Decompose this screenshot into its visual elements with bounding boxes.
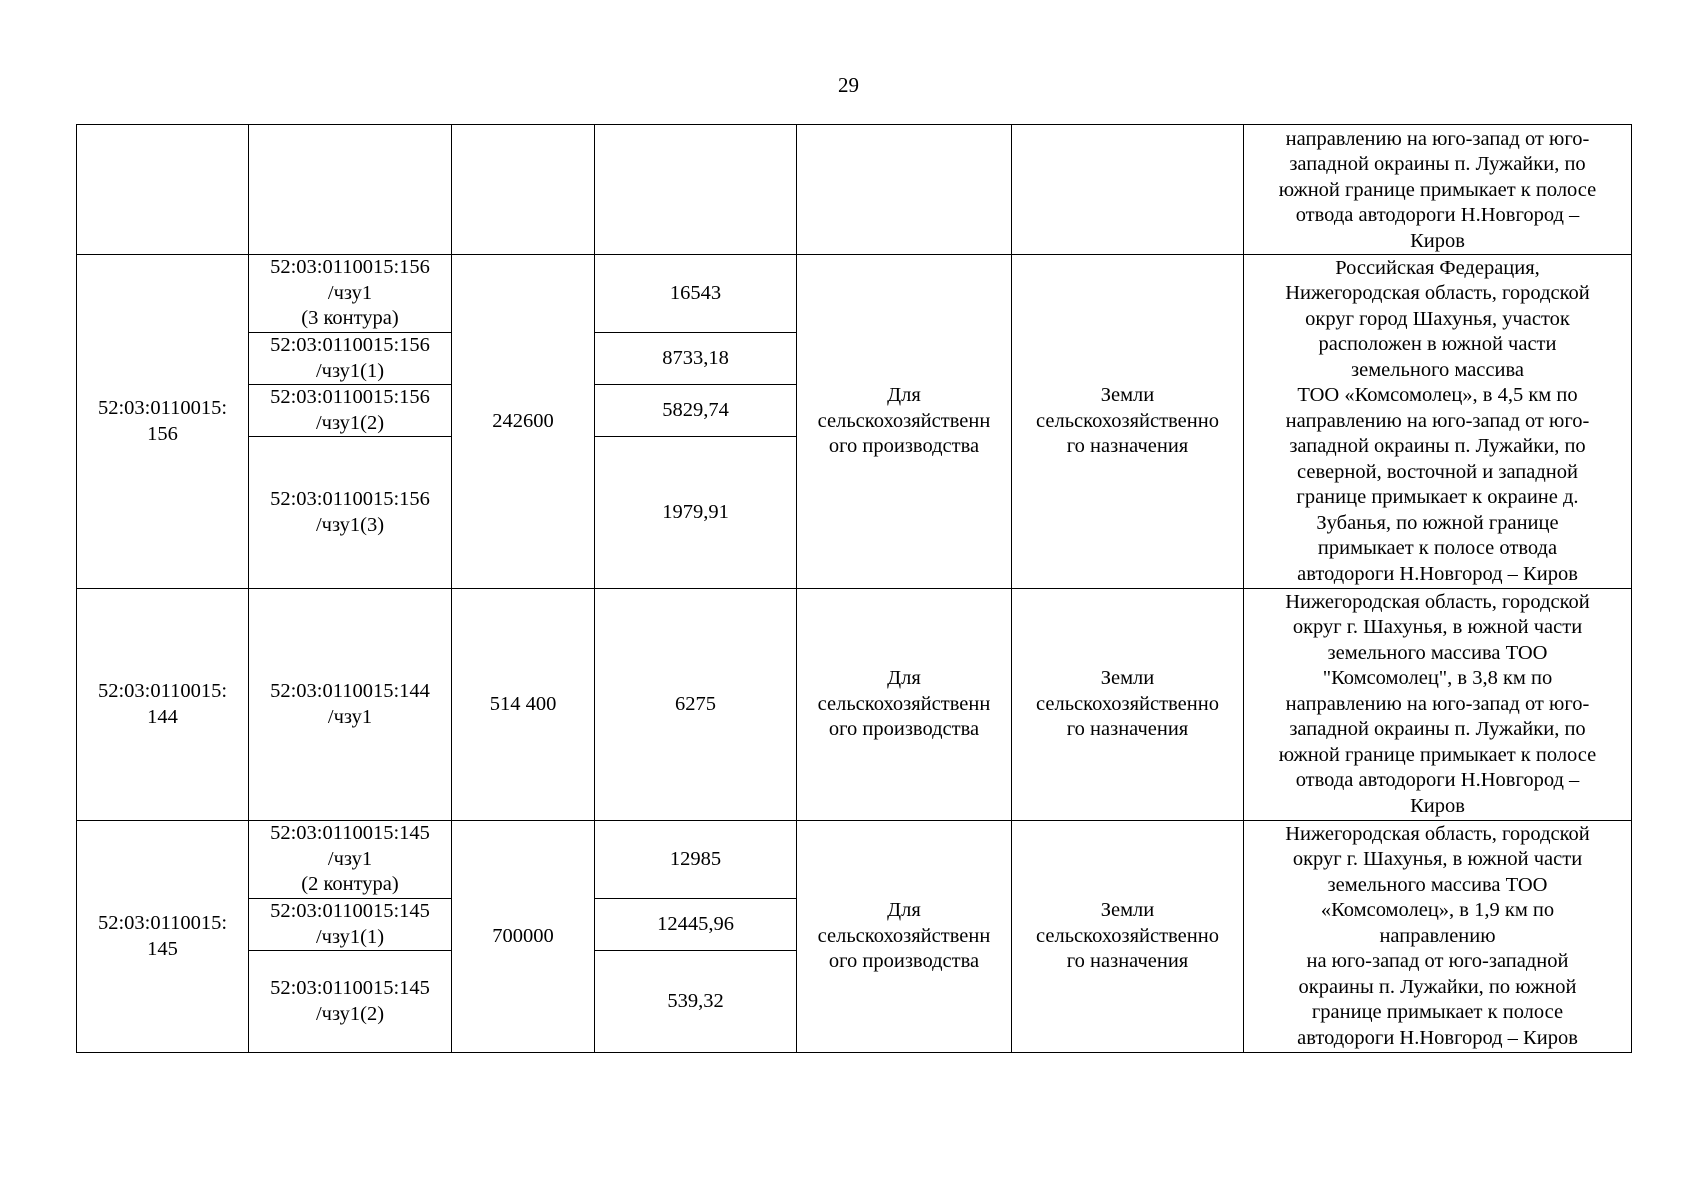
table-cell-empty xyxy=(1012,125,1244,255)
part-area-cell: 12985 xyxy=(595,821,797,899)
table-cell-empty xyxy=(797,125,1012,255)
page-number: 29 xyxy=(838,73,859,97)
land-category-cell: Земли сельскохозяйственно го назначения xyxy=(1012,821,1244,1053)
part-area-cell: 16543 xyxy=(595,255,797,333)
part-area-cell: 8733,18 xyxy=(595,333,797,385)
part-number-cell: 52:03:0110015:145 /чзу1(2) xyxy=(249,951,452,1053)
address-cell: Нижегородская область, городской округ г. Шахунья, в южной части земельного массива ТОО «Комсомолец», в 1,9 км по направлению на юго-запад от юго-западной окраины п. Лужайки, по южной границе примыкает к полосе автодороги Н.Новгород – Киров xyxy=(1244,821,1632,1053)
table-row xyxy=(77,255,1632,333)
table-row xyxy=(77,821,1632,899)
part-area-cell: 1979,91 xyxy=(595,437,797,589)
permitted-use-cell: Для сельскохозяйственн ого производства xyxy=(797,589,1012,821)
permitted-use-cell: Для сельскохозяйственн ого производства xyxy=(797,255,1012,589)
part-area-cell: 12445,96 xyxy=(595,899,797,951)
land-plots-table xyxy=(76,124,1632,1053)
total-area-cell: 700000 xyxy=(452,821,595,1053)
table-row xyxy=(77,125,1632,255)
permitted-use-cell: Для сельскохозяйственн ого производства xyxy=(797,821,1012,1053)
cadastral-number-cell: 52:03:0110015: 156 xyxy=(77,255,249,589)
land-category-cell: Земли сельскохозяйственно го назначения xyxy=(1012,255,1244,589)
table-row xyxy=(77,589,1632,821)
part-number-cell: 52:03:0110015:145 /чзу1(1) xyxy=(249,899,452,951)
cadastral-number-cell: 52:03:0110015: 144 xyxy=(77,589,249,821)
table-cell-empty xyxy=(452,125,595,255)
part-number-cell: 52:03:0110015:156 /чзу1(1) xyxy=(249,333,452,385)
part-number-cell: 52:03:0110015:156 /чзу1(2) xyxy=(249,385,452,437)
part-area-cell: 6275 xyxy=(595,589,797,821)
address-cell: Нижегородская область, городской округ г. Шахунья, в южной части земельного массива ТОО "Комсомолец", в 3,8 км по направлению на юго-запад от юго- западной окраины п. Лужайки, по южной границе примыкает к полосе отвода автодороги Н.Новгород – Киров xyxy=(1244,589,1632,821)
part-area-cell: 539,32 xyxy=(595,951,797,1053)
table-cell-empty xyxy=(77,125,249,255)
total-area-cell: 514 400 xyxy=(452,589,595,821)
total-area-cell: 242600 xyxy=(452,255,595,589)
address-cell: Российская Федерация, Нижегородская область, городской округ город Шахунья, участок расположен в южной части земельного массива ТОО «Комсомолец», в 4,5 км по направлению на юго-запад от юго- западной окраины п. Лужайки, по северной, восточной и западной границе примыкает к окраине д. Зубанья, по южной границе примыкает к полосе отвода автодороги Н.Новгород – Киров xyxy=(1244,255,1632,589)
table-cell-empty xyxy=(595,125,797,255)
part-number-cell: 52:03:0110015:156 /чзу1(3) xyxy=(249,437,452,589)
part-number-cell: 52:03:0110015:144 /чзу1 xyxy=(249,589,452,821)
land-category-cell: Земли сельскохозяйственно го назначения xyxy=(1012,589,1244,821)
table-cell-empty xyxy=(249,125,452,255)
part-area-cell: 5829,74 xyxy=(595,385,797,437)
address-cell: направлению на юго-запад от юго- западной окраины п. Лужайки, по южной границе примыкает к полосе отвода автодороги Н.Новгород – Киров xyxy=(1244,125,1632,255)
part-number-cell: 52:03:0110015:156 /чзу1 (3 контура) xyxy=(249,255,452,333)
cadastral-number-cell: 52:03:0110015: 145 xyxy=(77,821,249,1053)
part-number-cell: 52:03:0110015:145 /чзу1 (2 контура) xyxy=(249,821,452,899)
